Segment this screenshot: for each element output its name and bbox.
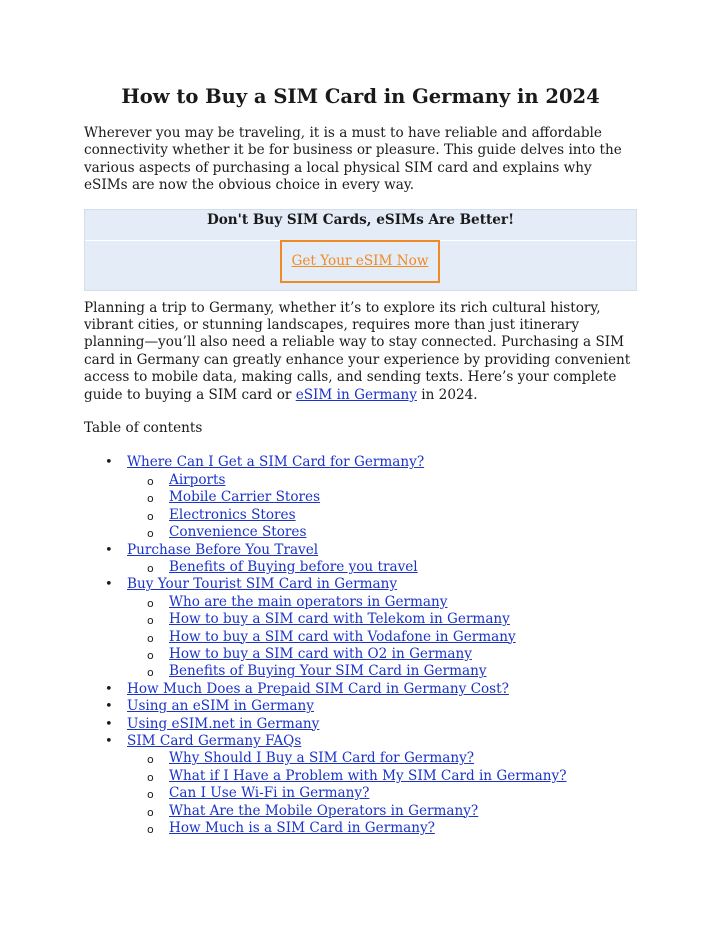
toc-sublink[interactable]: Who are the main operators in Germany — [169, 593, 448, 610]
toc-subitem — [127, 768, 637, 785]
circle-bullet-icon: o — [147, 509, 154, 523]
body-paragraph — [84, 300, 637, 404]
toc-subitem — [127, 646, 637, 663]
toc-subitem — [127, 820, 637, 837]
toc-link[interactable]: Buy Your Tourist SIM Card in Germany — [127, 576, 398, 593]
table-of-contents — [84, 454, 637, 837]
bullet-icon: • — [105, 455, 113, 471]
toc-subitem — [127, 524, 637, 541]
circle-bullet-icon: o — [147, 527, 154, 541]
toc-link[interactable]: How Much Does a Prepaid SIM Card in Germany Cost? — [127, 680, 509, 697]
circle-bullet-icon: o — [147, 596, 154, 610]
toc-sublink[interactable]: How to buy a SIM card with Telekom in Germany — [169, 611, 510, 628]
toc-sublist — [127, 559, 637, 576]
toc-subitem — [127, 750, 637, 767]
toc-subitem — [127, 803, 637, 820]
esim-promo-banner — [84, 209, 637, 291]
circle-bullet-icon: o — [147, 666, 154, 680]
toc-item — [84, 542, 637, 577]
toc-subitem — [127, 559, 637, 576]
toc-sublink[interactable]: How Much is a SIM Card in Germany? — [169, 820, 435, 836]
toc-sublink[interactable]: Why Should I Buy a SIM Card for Germany? — [169, 750, 475, 767]
toc-sublink[interactable]: Mobile Carrier Stores — [169, 489, 321, 506]
circle-bullet-icon: o — [147, 631, 154, 645]
toc-sublink[interactable]: Airports — [169, 471, 226, 488]
toc-link[interactable]: Where Can I Get a SIM Card for Germany? — [127, 454, 425, 471]
circle-bullet-icon: o — [147, 753, 154, 767]
circle-bullet-icon: o — [147, 823, 154, 836]
toc-sublink[interactable]: Electronics Stores — [169, 506, 296, 523]
toc-link[interactable]: Using eSIM.net in Germany — [127, 715, 320, 732]
toc-sublink[interactable]: Benefits of Buying before you travel — [169, 558, 418, 575]
intro-paragraph: Wherever you may be traveling, it is a must to have reliable and affordable connectivity whether it be for business or pleasure. This guide delves into the various aspects of purchasing a local physical SIM card and explains why eSIMs are now the obvious choice in every way. — [84, 125, 622, 194]
toc-subitem — [127, 489, 637, 506]
bullet-icon: • — [105, 733, 113, 749]
toc-item — [84, 454, 637, 541]
toc-subitem — [127, 629, 637, 646]
toc-sublink[interactable]: Can I Use Wi-Fi in Germany? — [169, 785, 370, 802]
article — [84, 0, 637, 837]
bullet-icon: • — [105, 681, 113, 697]
toc-link[interactable]: Purchase Before You Travel — [127, 541, 319, 558]
body-text-after: in 2024. — [416, 386, 478, 403]
toc-subitem — [127, 785, 637, 802]
toc-sublist — [127, 472, 637, 542]
toc-link[interactable]: Using an eSIM in Germany — [127, 698, 314, 715]
toc-sublist — [127, 594, 637, 681]
circle-bullet-icon: o — [147, 805, 154, 819]
get-esim-button[interactable]: Get Your eSIM Now — [280, 240, 440, 283]
toc-sublink[interactable]: How to buy a SIM card with Vodafone in Germany — [169, 628, 516, 645]
toc-item — [84, 716, 637, 733]
circle-bullet-icon: o — [147, 648, 154, 662]
toc-sublink[interactable]: Benefits of Buying Your SIM Card in Germany — [169, 663, 487, 680]
toc-sublist — [127, 750, 637, 837]
toc-subitem — [127, 611, 637, 628]
esim-germany-link[interactable]: eSIM in Germany — [295, 386, 417, 403]
circle-bullet-icon: o — [147, 561, 154, 575]
bullet-icon: • — [105, 577, 113, 593]
bullet-icon: • — [105, 716, 113, 732]
page-title: How to Buy a SIM Card in Germany in 2024 — [121, 85, 600, 108]
toc-subitem — [127, 472, 637, 489]
body-text-before: Planning a trip to Germany, whether it’s to explore its rich cultural history, vibrant cities, or stunning landscapes, requires more than just itinerary planning—you’ll also need a reliable way to stay connected. Purchasing a SIM card in Germany can greatly enhance your experience by providing convenient access to mobile data, making calls, and sending texts. Here’s your complete guide to buying a SIM card or — [84, 299, 631, 403]
bullet-icon: • — [105, 699, 113, 715]
toc-sublink[interactable]: What Are the Mobile Operators in Germany? — [169, 802, 479, 819]
circle-bullet-icon: o — [147, 788, 154, 802]
toc-subitem — [127, 594, 637, 611]
bullet-icon: • — [105, 542, 113, 558]
promo-heading: Don't Buy SIM Cards, eSIMs Are Better! — [85, 210, 636, 241]
toc-item — [84, 698, 637, 715]
toc-subitem — [127, 507, 637, 524]
toc-item — [84, 681, 637, 698]
toc-item — [84, 733, 637, 837]
toc-sublink[interactable]: What if I Have a Problem with My SIM Card in Germany? — [169, 767, 567, 784]
toc-sublink[interactable]: How to buy a SIM card with O2 in Germany — [169, 645, 472, 662]
toc-heading: Table of contents — [84, 420, 203, 437]
toc-link[interactable]: SIM Card Germany FAQs — [127, 732, 302, 749]
toc-sublink[interactable]: Convenience Stores — [169, 524, 307, 541]
circle-bullet-icon: o — [147, 614, 154, 628]
circle-bullet-icon: o — [147, 492, 154, 506]
toc-subitem — [127, 663, 637, 680]
circle-bullet-icon: o — [147, 474, 154, 488]
toc-item — [84, 576, 637, 680]
circle-bullet-icon: o — [147, 770, 154, 784]
